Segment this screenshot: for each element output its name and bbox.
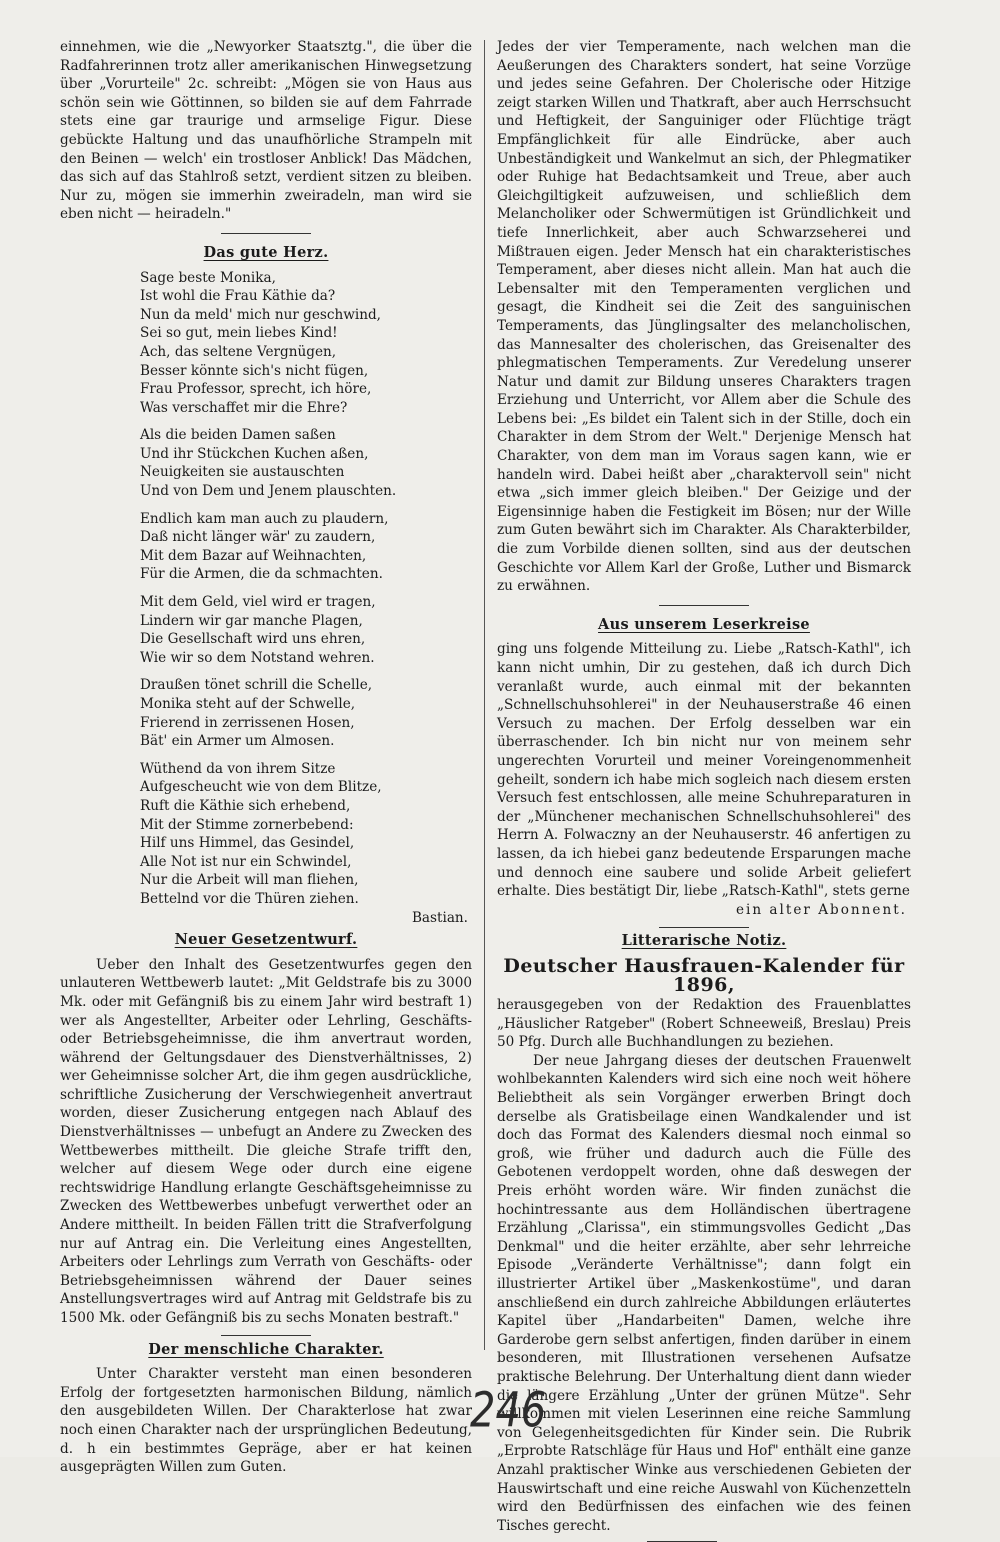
poem-line: Und von Dem und Jenem plauschten. (140, 483, 397, 500)
left-column (60, 38, 472, 1477)
poem-line: Bettelnd vor die Thüren ziehen. (140, 890, 359, 907)
readers-signature: ein alter Abonnent. (735, 901, 907, 918)
section-divider (221, 1335, 311, 1336)
readers-section-text: ging uns folgende Mitteilung zu. Liebe „Ratsch-Kathl", ich kann nicht umhin, Dir zu gestehen, daß ich durch Dich veranlaßt wurde, auch einmal mit der bekannten „Schnellschuhsohlerei" in der Neuhauserstraße 46 einen Versuch zu machen. Der Erfolg desselben war ein überraschender. Ich bin nicht nur von meinem sehr ungerechten Vorurteil und meiner Voreingenommenheit geheilt, sondern ich habe mich sogleich nach diesem ersten Versuch fest entschlossen, alle meine Schuhreparaturen in der „Münchener mechanischen Schnellschuhsohlerei" des Herrn A. Folwaczny an der Neuhauserstr. 46 anfertigen zu lassen, da ich hiebei ganz bedeutende Ersparungen mache und dennoch eine saubere und solide Arbeit geliefert erhalte. Dies bestätigt Dir, liebe „Ratsch-Kathl", stets gerne (497, 641, 911, 900)
poem-line: Frau Professor, sprecht, ich höre, (140, 381, 372, 398)
poem-line: Für die Armen, die da schmachten. (140, 566, 383, 583)
poem-line: Sage beste Monika, (140, 269, 276, 286)
section-divider (221, 233, 311, 234)
poem-line: Wüthend da von ihrem Sitze (140, 760, 336, 777)
poem-line: Und ihr Stückchen Kuchen aßen, (140, 445, 369, 462)
poem-line: Daß nicht länger wär' zu zaudern, (140, 529, 376, 546)
poem-author: Bastian. (411, 909, 468, 926)
column-divider (484, 40, 485, 1350)
poem-line: Draußen tönet schrill die Schelle, (140, 677, 373, 694)
poem-line: Ach, das seltene Vergnügen, (140, 343, 337, 360)
poem-line: Alle Not ist nur ein Schwindel, (140, 853, 352, 870)
character-section-title: Der menschliche Charakter. (148, 1340, 384, 1358)
poem-line: Ruft die Käthie sich erhebend, (140, 797, 351, 814)
poem (140, 269, 472, 909)
poem-stanza (140, 510, 472, 584)
page-number: 246 (470, 1383, 547, 1439)
readers-section-title: Aus unserem Leserkreise (598, 615, 810, 633)
poem-stanza (140, 760, 472, 909)
literary-headline: Deutscher Hausfrauen-Kalender für 1896, (503, 954, 905, 996)
poem-line: Aufgescheucht wie von dem Blitze, (140, 779, 382, 796)
poem-line: Besser könnte sich's nicht fügen, (140, 362, 369, 379)
poem-line: Als die beiden Damen saßen (140, 427, 336, 444)
poem-stanza (140, 269, 472, 418)
poem-line: Bät' ein Armer um Almosen. (140, 733, 335, 750)
poem-line: Wie wir so dem Notstand wehren. (140, 649, 375, 666)
poem-line: Was verschaffet mir die Ehre? (140, 399, 348, 416)
poem-stanza (140, 426, 472, 500)
right-column (497, 38, 911, 1542)
section-divider (659, 605, 749, 606)
poem-line: Die Gesellschaft wird uns ehren, (140, 631, 366, 648)
poem-line: Mit dem Geld, viel wird er tragen, (140, 594, 376, 611)
poem-line: Ist wohl die Frau Käthie da? (140, 288, 336, 305)
literary-text: Der neue Jahrgang dieses der deutschen Frauenwelt wohlbekannten Kalenders wird sich eine noch weit höhere Beliebtheit als sein Vorgänger erwerben Bringt doch derselbe als Gratisbeilage einen Wandkalender und ist doch das Format des Kalenders diesmal noch einmal so groß, wie früher und dadurch auch die Fülle des Gebotenen verdoppelt worden, ohne daß deswegen der Preis erhöht worden wäre. Wir finden zunächst die hochintressante aus dem Holländischen übertragene Erzählung „Clarissa", ein stimmungsvolles Gedicht „Das Denkmal" und die heiter erzählte, aber sehr lehrreiche Episode „Veränderte Verhältnisse"; dann folgt ein illustrierter Artikel über „Maskenkostüme", und daran anschließend ein durch zahlreiche Abbildungen erläutertes Kapitel über „Handarbeiten" Damen, welche ihre Garderobe gern selbst anfertigen, finden darüber in einem besonderen, mit Illustrationen versehenen Aufsatze praktische Belehrung. Der Unterhaltung dient dann wieder die längere Erzählung „Unter der grünen Mütze". Sehr willkommen mit vielen Leserinnen eine reiche Sammlung von Gelegenheitsgedichten für Kinder sein. Die Rubrik „Erprobte Ratschläge für Haus und Hof" enthält eine ganze Anzahl praktischer Winke aus verschiedenen Gebieten der Hauswirtschaft und eine reiche Auswahl von Küchenzetteln wird den Bedürfnissen des einfachen wie des feinen Tisches gerecht. (497, 1052, 911, 1534)
literary-lead: herausgegeben von der Redaktion des Frauenblattes „Häuslicher Ratgeber" (Robert Schneeweiß, Breslau) Preis 50 Pfg. Durch alle Buchhandlungen zu beziehen. (497, 997, 911, 1051)
character-continued-text: Jedes der vier Temperamente, nach welchen man die Aeußerungen des Charakters sondert, hat seine Vorzüge und jedes seine Gefahren. Der Cholerische oder Hitzige zeigt starken Willen und Thatkraft, aber auch Herrschsucht und Heftigkeit, der Sanguiniger oder Flüchtige trägt Empfänglichkeit für alle Eindrücke, aber auch Unbeständigkeit und Wankelmut an sich, der Phlegmatiker oder Ruhige hat Bedachtsamkeit und Treue, aber auch Gleichgiltigkeit aufzuweisen, und schließlich dem Melancholiker oder Schwermütigen ist Gründlichkeit und tiefe Innerlichkeit, aber auch Schwarzseherei und Mißtrauen eigen. Jeder Mensch hat ein charakteristisches Temperament, aber dieses nicht allein. Man hat auch die Lebensalter mit den Temperamenten verglichen und gesagt, die Kindheit sei die Zeit des sanguinischen Temperaments, das Jünglingsalter des melancholischen, das Mannesalter des cholerischen, das Greisenalter des phlegmatischen Temperaments. Zur Veredelung unserer Natur und damit zur Bildung unseres Charakters tragen Erziehung und Unterricht, vor Allem aber die Schule des Lebens bei: „Es bildet ein Talent sich in der Stille, doch ein Charakter in dem Strom der Welt." Derjenige Mensch hat Charakter, von dem man im Voraus sagen kann, wie er handeln wird. Dabei heißt aber „charaktervoll sein" nicht etwa „sich immer gleich bleiben." Der Geizige und der Eigensinnige haben die Festigkeit im Bösen; nur der Wille zum Guten bewährt sich im Charakter. Als Charakterbilder, die zum Vorbilde dienen sollten, sind aus der deutschen Geschichte vor Allem Karl der Große, Luther und Bismarck zu erwähnen. (497, 39, 911, 595)
poem-stanza (140, 593, 472, 667)
poem-line: Nur die Arbeit will man fliehen, (140, 872, 359, 889)
poem-line: Sei so gut, mein liebes Kind! (140, 325, 338, 342)
law-section-title: Neuer Gesetzentwurf. (174, 931, 358, 949)
poem-stanza (140, 676, 472, 750)
poem-line: Neuigkeiten sie austauschten (140, 464, 345, 481)
law-section-text: Ueber den Inhalt des Gesetzentwurfes gegen den unlauteren Wettbewerb lautet: „Mit Geldstrafe bis zu 3000 Mk. oder mit Gefängniß bis zu einem Jahr wird bestraft 1) wer als Angestellter, Arbeiter oder Lehrling, Geschäfts- oder Betriebsgeheimnisse, die ihm anvertraut worden, während der Geltungsdauer des Dienstverhältnisses, 2) wer Geheimnisse solcher Art, die ihm gegen ausdrückliche, schriftliche Zusicherung der Verschwiegenheit anvertraut worden, dieser Zusicherung entgegen nach Ablauf des Dienstverhältnisses — unbefugt an Andere zu Zwecken des Wettbewerbes mittheilt. Die gleiche Strafe trifft den, welcher auf diesem Wege oder durch eine eigene rechtswidrige Handlung erlangte Geschäftsgeheimnisse zu Zwecken des Wettbewerbes unbefugt verwerthet oder an Andere mittheilt. In beiden Fällen tritt die Strafverfolgung nur auf Antrag ein. Die Verleitung eines Angestellten, Arbeiters oder Lehrlings zum Verrath von Geschäfts- oder Betriebsgeheimnissen während der Dauer seines Anstellungsvertrages wird auf Antrag mit Geldstrafe bis zu 1500 Mk. oder Gefängniß bis zu sechs Monaten bestraft." (60, 956, 472, 1326)
literary-section-title: Litterarische Notiz. (621, 932, 787, 950)
poem-line: Hilf uns Himmel, das Gesindel, (140, 835, 355, 852)
poem-line: Lindern wir gar manche Plagen, (140, 612, 363, 629)
poem-title: Das gute Herz. (203, 243, 329, 261)
poem-line: Mit der Stimme zornerbebend: (140, 816, 354, 833)
poem-line: Monika steht auf der Schwelle, (140, 696, 356, 712)
poem-line: Nun da meld' mich nur geschwind, (140, 306, 382, 323)
intro-paragraph: einnehmen, wie die „Newyorker Staatsztg.", die über die Radfahrerinnen trotz aller amerikanischen Hinwegsetzung über „Vorurteile" 2c. schreibt: „Mögen sie von Haus aus schön sein wie Göttinnen, so bilden sie auf dem Fahrrade stets eine gar traurige und armselige Figur. Diese gebückte Haltung und das unaufhörliche Strampeln mit den Beinen — welch' ein trostloser Anblick! Das Mädchen, das sich auf das Stahlroß setzt, verdient sitzen zu bleiben. Nur zu, mögen sie immerhin zweiradeln, man wird sie eben nicht — heiradeln." (60, 39, 472, 223)
character-section-text: Unter Charakter versteht man einen besonderen Erfolg der fortgesetzten harmonischen Bildung, nämlich den ausgebildeten Willen. Der Charakterlose hat zwar noch einen Charakter nach der ursprünglichen Bedeutung, d. h ein bestimmtes Gepräge, aber er hat keinen ausgeprägten Willen zum Guten. (60, 1366, 472, 1476)
poem-line: Mit dem Bazar auf Weihnachten, (140, 547, 367, 564)
poem-line: Endlich kam man auch zu plaudern, (140, 510, 389, 527)
poem-line: Frierend in zerrissenen Hosen, (140, 714, 355, 731)
section-divider (659, 927, 749, 928)
